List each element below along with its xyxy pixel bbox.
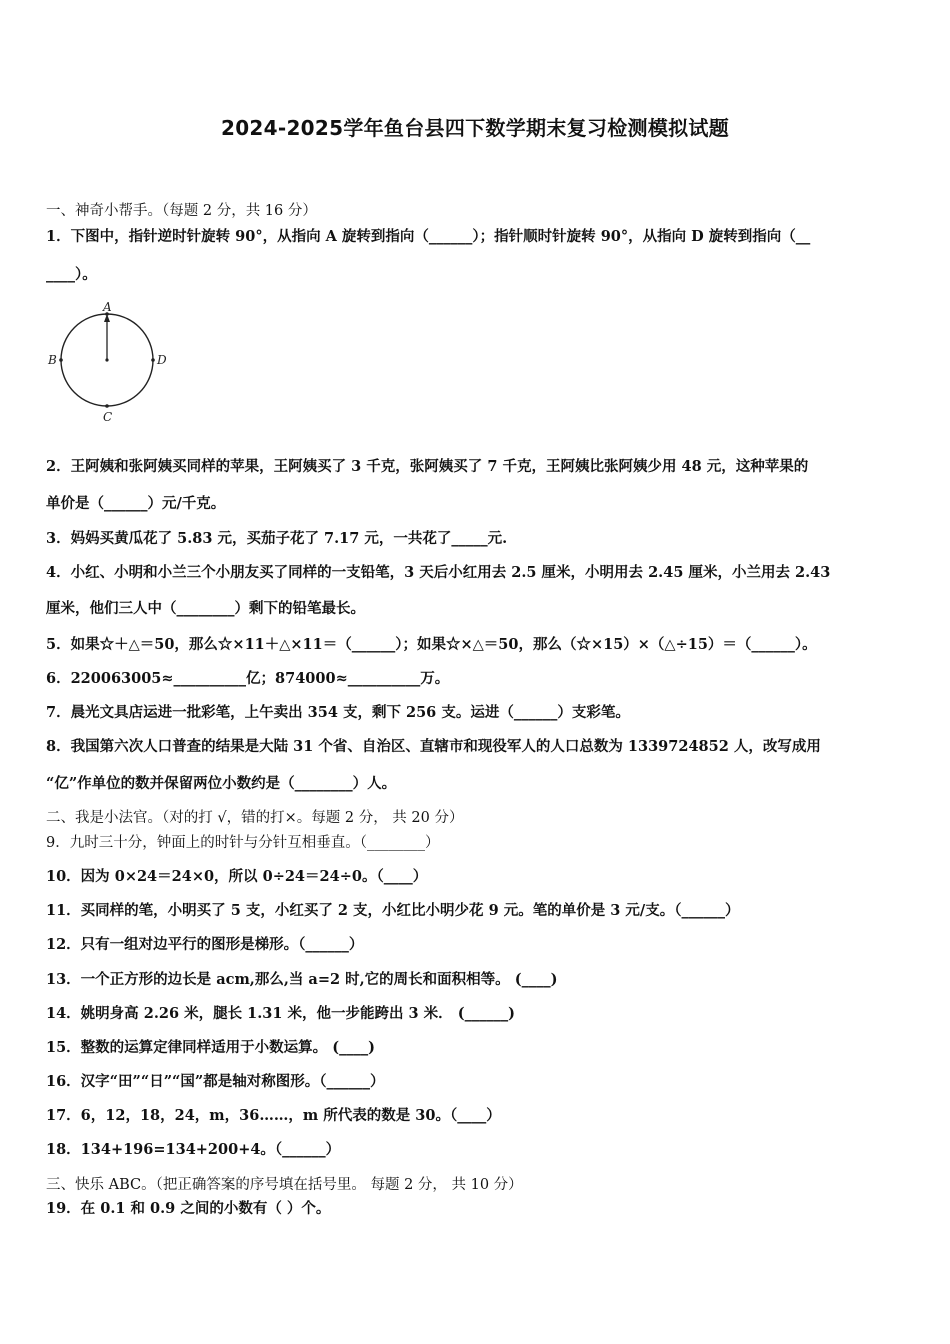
point-d — [151, 358, 155, 362]
question-1-line-2: ____）。 — [46, 266, 97, 283]
question-6: 6．220063005≈__________亿；874000≈__________万。 — [46, 670, 450, 687]
clock-dial-figure — [44, 298, 174, 426]
question-4-line-1: 4．小红、小明和小兰三个小朋友买了同样的一支铅笔，3 天后小红用去 2.5 厘米，小明用去 2.45 厘米，小兰用去 2.43 — [46, 564, 831, 581]
section-1-heading: 一、神奇小帮手。（每题 2 分，共 16 分） — [46, 203, 317, 219]
question-7: 7．晨光文具店运进一批彩笔，上午卖出 354 支，剩下 256 支。运进（______）支彩笔。 — [46, 704, 630, 721]
label-d: D — [157, 353, 167, 367]
section-3-heading: 三、快乐 ABC。（把正确答案的序号填在括号里。 每题 2 分， 共 10 分） — [46, 1177, 523, 1193]
question-18: 18．134+196=134+200+4。（______） — [46, 1141, 341, 1158]
label-b: B — [48, 353, 57, 367]
question-19: 19．在 0.1 和 0.9 之间的小数有（ ）个。 — [46, 1200, 331, 1217]
question-11: 11．买同样的笔，小明买了 5 支，小红买了 2 支，小红比小明少花 9 元。笔的单价是 3 元/支。（______） — [46, 902, 740, 919]
question-2-line-2: 单价是（______）元/千克。 — [46, 495, 226, 512]
question-1-line-1: 1．下图中，指针逆时针旋转 90°，从指向 A 旋转到指向（______）；指针顺时针旋转 90°，从指向 D 旋转到指向（__ — [46, 228, 811, 245]
question-5: 5．如果☆＋△＝50，那么☆×11＋△×11＝（______）；如果☆×△＝50，那么（☆×15）×（△÷15）＝（______）。 — [46, 636, 817, 653]
question-8-line-2: “亿”作单位的数并保留两位小数约是（________）人。 — [46, 775, 397, 792]
question-9: 9．九时三十分，钟面上的时针与分针互相垂直。（________） — [46, 835, 440, 851]
label-a: A — [103, 300, 112, 314]
question-17: 17．6，12，18，24，m，36……，m 所代表的数是 30。（____） — [46, 1107, 501, 1124]
point-b — [59, 358, 63, 362]
point-c — [105, 404, 109, 408]
page-title: 2024-2025学年鱼台县四下数学期末复习检测模拟试题 — [220, 116, 730, 140]
label-c: C — [103, 410, 113, 424]
question-16: 16．汉字“田”“日”“国”都是轴对称图形。（______） — [46, 1073, 385, 1090]
question-15: 15．整数的运算定律同样适用于小数运算。 (____) — [46, 1039, 375, 1056]
section-2-heading: 二、我是小法官。（对的打 √，错的打×。每题 2 分， 共 20 分） — [46, 810, 464, 826]
question-2-line-1: 2．王阿姨和张阿姨买同样的苹果，王阿姨买了 3 千克，张阿姨买了 7 千克，王阿姨比张阿姨少用 48 元，这种苹果的 — [46, 458, 809, 475]
question-14: 14．姚明身高 2.26 米，腿长 1.31 米，他一步能跨出 3 米． (______) — [46, 1005, 515, 1022]
question-12: 12．只有一组对边平行的图形是梯形。（______） — [46, 936, 364, 953]
question-10: 10．因为 0×24＝24×0，所以 0÷24＝24÷0。（____） — [46, 868, 428, 885]
question-3: 3．妈妈买黄瓜花了 5.83 元，买茄子花了 7.17 元，一共花了_____元. — [46, 530, 508, 547]
dial-center — [105, 358, 108, 361]
question-8-line-1: 8．我国第六次人口普查的结果是大陆 31 个省、自治区、直辖市和现役军人的人口总数为 1339724852 人，改写成用 — [46, 738, 821, 755]
question-13: 13．一个正方形的边长是 acm,那么,当 a=2 时,它的周长和面积相等。 (____) — [46, 971, 558, 988]
question-4-line-2: 厘米，他们三人中（________）剩下的铅笔最长。 — [46, 600, 365, 617]
